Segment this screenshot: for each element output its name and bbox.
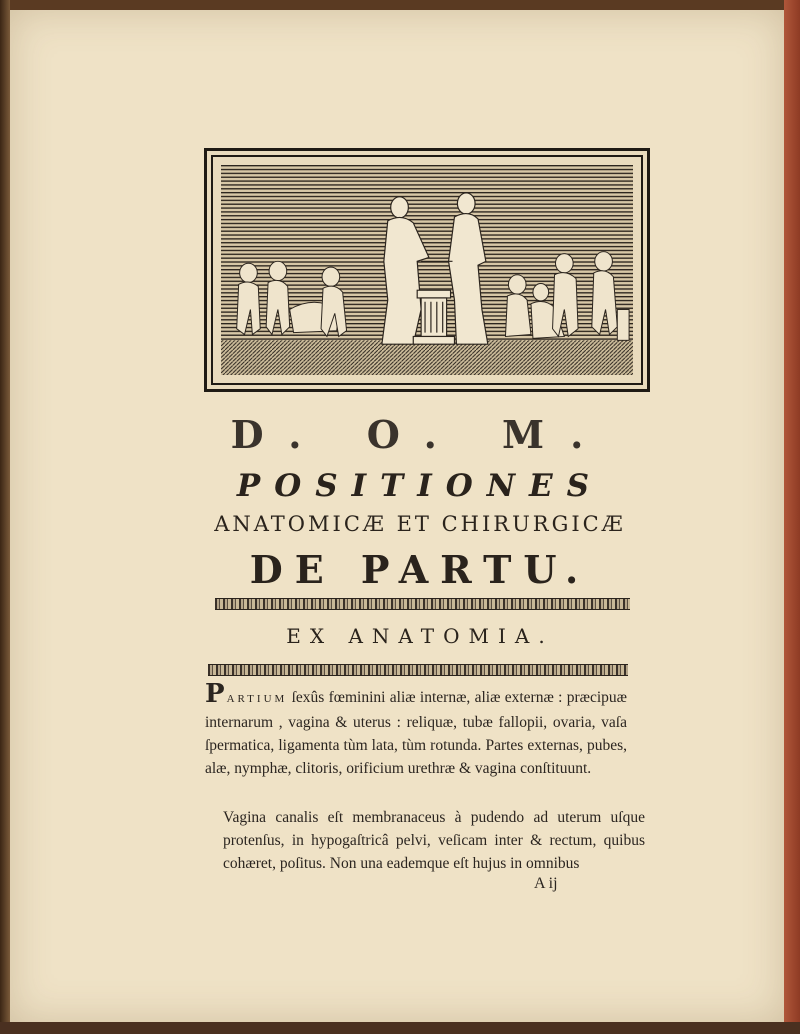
engraving-illustration: [221, 165, 633, 375]
vignette-inner-frame: [211, 155, 643, 385]
paragraph-2: Vagina canalis eſt membranaceus à pudendo ad uterum uſque protenſus, in hypogaſtricâ pelvi, veſicam inter & rectum, quibus cohæret, poſitus. Non una eademque eſt hujus in omnibus: [223, 809, 645, 872]
title-subtitle: ANATOMICÆ ET CHIRURGICÆ: [214, 512, 626, 536]
page-fore-edge: [784, 0, 800, 1034]
ornamental-rule-top: [215, 598, 630, 610]
title-main: POSITIONES: [236, 468, 604, 504]
book-spine-edge: [0, 0, 10, 1034]
engraved-vignette: [204, 148, 650, 392]
signature-mark: A ij: [534, 875, 558, 892]
section-heading: EX ANATOMIA.: [286, 624, 554, 648]
drop-cap: P: [205, 679, 225, 709]
page-bottom-edge: [0, 1022, 800, 1034]
first-word-small-caps: ARTIUM: [226, 693, 288, 705]
title-topic: DE PARTU.: [249, 547, 591, 592]
paragraph-1: [205, 679, 627, 780]
title-dom: D. O. M.: [230, 412, 610, 457]
ornamental-rule-bottom: [208, 664, 628, 676]
paragraph-1-text: ſexûs fœminini aliæ internæ, aliæ externæ : præcipuæ internarum , vagina & uterus : reliquæ, tubæ fallopii, ovaria, vaſa ſpermatica, ligamenta tùm lata, tùm rotunda. Partes externas, pubes, alæ, nymphæ, clitoris, orificium urethræ & vagina conſtituunt.: [205, 689, 627, 777]
